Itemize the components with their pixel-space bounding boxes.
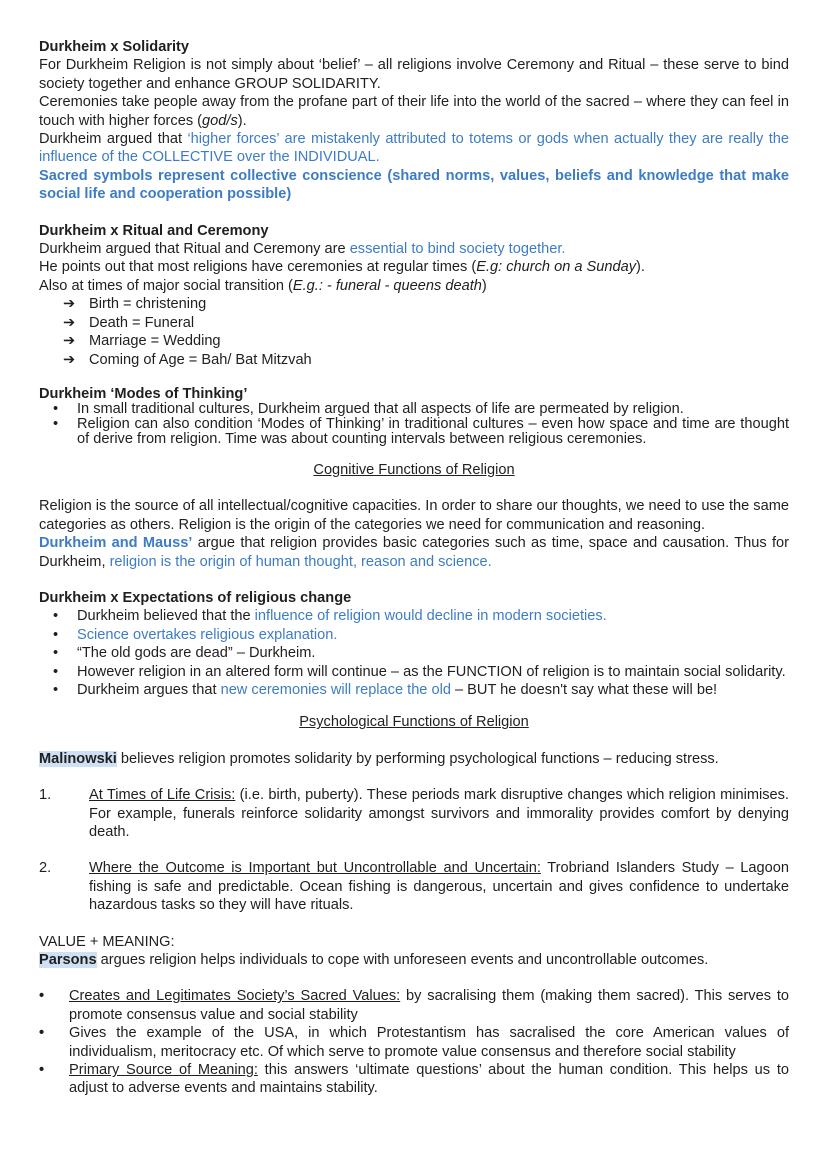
text: Also at times of major social transition (	[39, 277, 293, 294]
section-heading-expectations: Durkheim x Expectations of religious change	[39, 589, 352, 606]
text: Durkheim believed that the	[77, 608, 255, 625]
list-item	[39, 351, 789, 369]
bullet-item	[39, 987, 789, 1024]
item-title: Creates and Legitimates Society’s Sacred Values:	[69, 988, 401, 1005]
text: Gives the example of the USA, in which Protestantism has sacralised the core American values of individualism, meritocracy etc. Of which serve to promote value consensus and therefore social stability	[69, 1025, 789, 1060]
section-title-psychological: Psychological Functions of Religion	[299, 714, 529, 731]
list-item	[39, 607, 789, 625]
list-item-text: Coming of Age = Bah/ Bat Mitzvah	[89, 351, 312, 368]
bullet-icon: •	[39, 1025, 45, 1042]
list-item-text: In small traditional cultures, Durkheim argued that all aspects of life are permeated by religion.	[77, 400, 684, 417]
bullet-icon: •	[53, 415, 59, 432]
bullet-icon: •	[53, 663, 59, 680]
arrow-icon: ➔	[63, 314, 76, 331]
list-item	[39, 681, 789, 699]
text: Durkheim argued that Ritual and Ceremony are	[39, 241, 350, 258]
text: He points out that most religions have ceremonies at regular times (	[39, 259, 477, 276]
paragraph	[39, 258, 789, 276]
list-item	[39, 332, 789, 350]
list-item	[39, 314, 789, 332]
text: argues religion helps individuals to cope with unforeseen events and uncontrollable outcomes.	[96, 952, 709, 969]
bullet-icon: •	[53, 626, 59, 643]
list-item-text: Birth = christening	[89, 296, 207, 313]
section-heading-solidarity: Durkheim x Solidarity	[39, 39, 190, 55]
paragraph: Religion is the source of all intellectual/cognitive capacities. In order to share our thoughts, we need to use the same categories as others. Religion is the origin of the categories we need for communication and reasoning.	[39, 498, 789, 533]
paragraph: For Durkheim Religion is not simply about ‘belief’ – all religions involve Ceremony and Ritual – these serve to bind society together and enhance GROUP SOLIDARITY.	[39, 57, 789, 92]
item-title: Primary Source of Meaning:	[69, 1062, 258, 1079]
transition-list	[39, 295, 789, 369]
bullet-icon: •	[53, 645, 59, 662]
arrow-icon: ➔	[63, 351, 76, 368]
numbered-item	[39, 786, 789, 841]
text: argue that religion provides basic categories such as time, space and causation. Thus for Durkheim,	[39, 535, 789, 570]
text: – BUT he doesn't say what these will be!	[450, 681, 718, 698]
text: by sacralising them (making them sacred). This serves to promote consensus value and social stability	[69, 988, 789, 1023]
section-heading-value-meaning: VALUE + MEANING:	[39, 933, 175, 950]
list-item-text: However religion in an altered form will continue – as the FUNCTION of religion is to maintain social solidarity.	[77, 663, 786, 680]
bullet-item	[39, 1061, 789, 1098]
item-number: 1.	[39, 787, 52, 804]
section-heading-modes: Durkheim ‘Modes of Thinking’	[39, 385, 248, 402]
text: )	[481, 277, 487, 294]
paragraph	[39, 240, 789, 258]
text: Durkheim argues that	[77, 681, 221, 698]
highlight-text: influence of religion would decline in modern societies.	[254, 608, 607, 625]
paragraph	[39, 277, 789, 295]
item-title: Where the Outcome is Important but Uncontrollable and Uncertain:	[89, 860, 541, 877]
list-item	[39, 417, 789, 447]
text-italic: E.g: church on a Sunday	[476, 259, 637, 276]
list-item	[39, 402, 789, 417]
text: Ceremonies take people away from the profane part of their life into the world of the sacred – where they can feel in touch with higher forces (	[39, 94, 789, 129]
key-point: Sacred symbols represent collective conscience (shared norms, values, beliefs and knowledge that make social life and cooperation possible)	[39, 167, 789, 203]
text: (i.e. birth, puberty). These periods mark disruptive changes which religion minimises. For example, funerals reinforce solidarity amongst survivors and immorality provides comfort by denying death.	[89, 787, 789, 840]
modes-list	[39, 402, 789, 447]
section-heading-ritual: Durkheim x Ritual and Ceremony	[39, 222, 269, 239]
section-title-cognitive: Cognitive Functions of Religion	[313, 461, 515, 478]
bullet-icon: •	[53, 400, 59, 417]
highlight-text: new ceremonies will replace the old	[220, 681, 451, 698]
paragraph	[39, 534, 789, 571]
highlight-text: Science overtakes religious explanation.	[77, 626, 338, 643]
list-item	[39, 644, 789, 662]
text: Trobriand Islanders Study – Lagoon fishing is safe and predictable. Ocean fishing is dangerous, uncertain and gives confidence to undertake hazardous tasks so they will have rituals.	[89, 860, 790, 914]
text: ).	[636, 259, 645, 276]
bullet-icon: •	[39, 988, 45, 1005]
highlight-text: religion is the origin of human thought, reason and science.	[109, 553, 492, 570]
list-item-text: Marriage = Wedding	[89, 333, 221, 350]
highlight-text: Parsons	[39, 952, 97, 969]
text: Durkheim argued that	[39, 131, 188, 148]
list-item-text: Death = Funeral	[89, 314, 195, 331]
paragraph	[39, 951, 789, 969]
list-item-text: Religion can also condition ‘Modes of Thinking’ in traditional cultures – even how space and time are thought of derive from religion. Time was about counting intervals between religious ceremonies.	[77, 415, 789, 447]
text-italic: E.g.: - funeral - queens death	[292, 277, 482, 294]
bullet-icon: •	[53, 608, 59, 625]
numbered-item	[39, 859, 789, 914]
text: ).	[237, 112, 247, 129]
bullet-icon: •	[39, 1062, 45, 1079]
highlight-text: Malinowski	[39, 750, 117, 767]
list-item-text: “The old gods are dead” – Durkheim.	[77, 645, 316, 662]
arrow-icon: ➔	[63, 296, 76, 313]
paragraph	[39, 750, 789, 768]
list-item	[39, 663, 789, 681]
document-page	[39, 38, 789, 1098]
paragraph	[39, 93, 789, 130]
text: believes religion promotes solidarity by performing psychological functions – reducing stress.	[116, 750, 719, 767]
highlight-text: Durkheim and Mauss’	[39, 535, 193, 552]
item-title: At Times of Life Crisis:	[89, 787, 236, 804]
list-item	[39, 626, 789, 644]
highlight-text: ‘higher forces’ are mistakenly attributed to totems or gods when actually they are really the influence of the COLLECTIVE over the INDIVIDUAL.	[39, 131, 789, 166]
expectations-list	[39, 607, 789, 699]
highlight-text: essential to bind society together.	[349, 241, 566, 258]
paragraph	[39, 130, 789, 167]
bullet-icon: •	[53, 681, 59, 698]
text: this answers ‘ultimate questions’ about the human condition. This helps us to adjust to adverse events and maintains stability.	[69, 1062, 789, 1097]
item-number: 2.	[39, 860, 52, 877]
arrow-icon: ➔	[63, 333, 76, 350]
text-italic: god/s	[202, 112, 238, 129]
list-item	[39, 295, 789, 313]
bullet-item	[39, 1024, 789, 1061]
